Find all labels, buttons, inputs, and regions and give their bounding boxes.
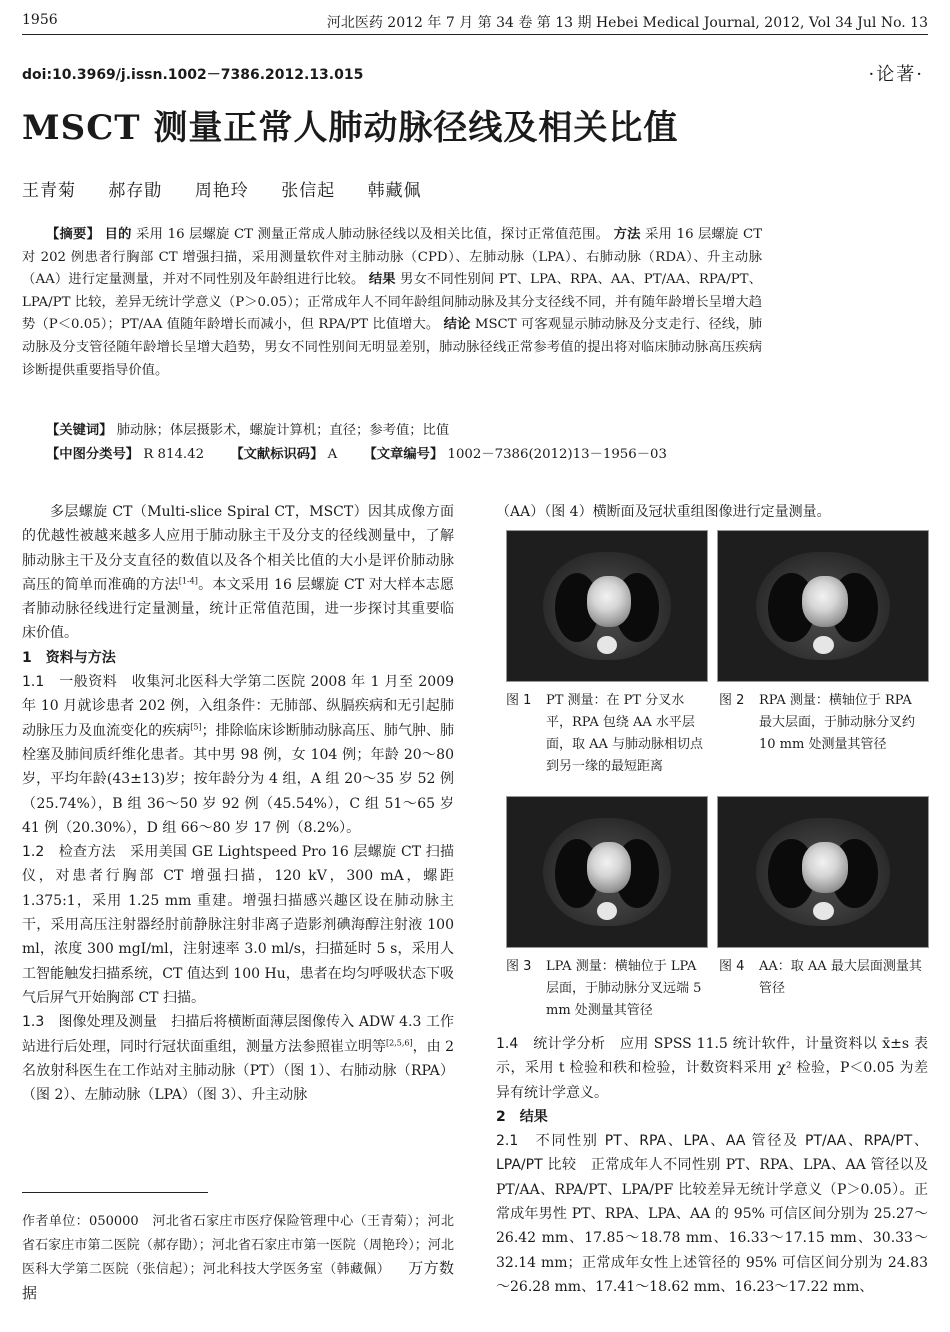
- clc-tag: 【中图分类号】: [46, 447, 140, 462]
- abstract: [22, 224, 762, 382]
- section-text: 扫描后将横断面薄层图像传入 ADW 4.3 工作站进行后处理，同时行冠状面重组，测量方法参照崔立明等: [22, 1014, 455, 1055]
- doc-code-value: A: [327, 447, 338, 462]
- section-text: 应用 SPSS 11.5 统计软件，计量资料以 x̄±s 表示，采用 t 检验和秩和检验，计数资料采用 χ² 检验，P＜0.05 为差异有统计学意义。: [496, 1036, 928, 1101]
- figure-2-caption: [719, 690, 927, 760]
- clc-value: R 814.42: [143, 447, 205, 462]
- section-1-2: [22, 840, 454, 1010]
- keywords: [46, 419, 786, 438]
- author-list: [22, 176, 448, 201]
- citation: [5]: [190, 722, 202, 732]
- footnote-rule: [22, 1192, 208, 1193]
- subsection-heading: 1.2 检查方法: [22, 844, 116, 861]
- subsection-heading: 2.1 不同性别 PT、RPA、LPA、AA 管径及 PT/AA、RPA/PT、LPA/PT 比较: [496, 1133, 928, 1174]
- author: 周艳玲: [194, 181, 249, 201]
- methods-text: 采用 16 层螺旋 CT 对 202 例患者行胸部 CT 增强扫描，采用测量软件对主肺动脉（CPD）、左肺动脉（LPA）、右肺动脉（RDA）、升主动脉（AA）进行定量测量，并对不同性别及年龄组进行比较。: [22, 227, 763, 288]
- section-1-3: [22, 1010, 454, 1107]
- classification-line: [46, 443, 786, 462]
- citation: [2,5,6]: [386, 1037, 413, 1047]
- article-number-value: 1002－7386(2012)13－1956－03: [447, 447, 667, 462]
- article-title: MSCT 测量正常人肺动脉径线及相关比值: [22, 108, 679, 148]
- watermark-text: 万方数据: [22, 1259, 454, 1302]
- subsection-heading: 1.4 统计学分析: [496, 1036, 606, 1052]
- figure-4-caption: [719, 956, 927, 1006]
- continued-text: （AA）（图 4）横断面及冠状重组图像进行定量测量。: [496, 504, 831, 520]
- ct-image-figure-3: [506, 796, 708, 948]
- keywords-tag: 【关键词】: [46, 423, 113, 438]
- section-text: 采用美国 GE Lightspeed Pro 16 层螺旋 CT 扫描仪，对患者行胸部 CT 增强扫描，120 kV，300 mA，螺距 1.375:1，采用 1.25 mm 重建。增强扫描感兴趣区设在肺动脉主干，采用高压注射器经肘前静脉注射非离子造影剂碘海醇注射液 100 ml，浓度 300 mgI/ml，注射速率 3.0 ml/s，扫描延时 5 s，采用人工智能触发扫描系统，CT 值达到 100 Hu，患者在均匀呼吸状态下吸气后屏气开始胸部 CT 扫描。: [22, 844, 454, 1006]
- section-text: 收集河北医科大学第二医院 2008 年 1 月至 2009 年 10 月就诊患者 202 例，入组条件：无肺部、纵膈疾病和无引起肺动脉压力及血流变化的疾病: [22, 674, 455, 739]
- section-text: ；排除临床诊断肺动脉高压、肺气肿、肺栓塞及肺间质纤维化患者。其中男 98 例，女 104 例；年龄 20～80 岁，平均年龄(43±13)岁；按年龄分为 4 组，A 组 20～35 岁 52 例（25.74%），B 组 36～50 岁 92 例（45.54%），C 组 51～65 岁 41 例（20.30%），D 组 66～80 岁 17 例（8.2%）。: [22, 722, 455, 836]
- ct-image-figure-4: [717, 796, 929, 948]
- section-1-1: [22, 670, 454, 840]
- citation: [1-4]: [178, 576, 198, 586]
- results-tag: 结果: [368, 272, 396, 288]
- author: 张信起: [281, 181, 336, 201]
- doc-code-tag: 【文献标识码】: [230, 447, 324, 462]
- subsection-heading: 1.1 一般资料: [22, 674, 118, 691]
- author: 郝存勖: [108, 181, 163, 201]
- results-text: 男女不同性别间 PT、LPA、RPA、AA、PT/AA、RPA/PT、LPA/PT 比较，差异无统计学意义（P＞0.05）；正常成年人不同年龄组间肺动脉及其分支径线不同，并有随年龄增长呈增大趋势（P＜0.05）；PT/AA 值随年龄增长而减小，但 RPA/PT 比值增大。: [22, 272, 762, 333]
- author: 韩藏佩: [367, 181, 422, 201]
- abstract-tag: 【摘要】: [46, 227, 101, 242]
- article-number-tag: 【文章编号】: [363, 447, 444, 462]
- section-2-1: [496, 1129, 928, 1299]
- figure-label: 图 3: [506, 959, 532, 974]
- column-tag: ·论著·: [868, 64, 924, 85]
- intro-text-end: 。本文采用 16 层螺旋 CT 对大样本志愿者肺动脉径线进行定量测量，统计正常值范围，进一步探讨其重要临床价值。: [22, 576, 454, 642]
- section-text: ，由 2 名放射科医生在工作站对主肺动脉（PT）（图 1）、右肺动脉（RPA）（图 2）、左肺动脉（LPA）（图 3）、升主动脉: [22, 1038, 455, 1104]
- author: 王青菊: [22, 181, 76, 201]
- author-affiliation-footnote: [22, 1210, 454, 1306]
- figure-label: 图 2: [719, 693, 745, 708]
- figure-1-caption: [506, 690, 711, 782]
- right-column-top: [496, 500, 928, 524]
- ct-image-figure-2: [717, 530, 929, 682]
- section-heading: 1 资料与方法: [22, 649, 116, 666]
- keywords-text: 肺动脉；体层摄影术，螺旋计算机；直径；参考值；比值: [116, 423, 450, 438]
- subsection-heading: 1.3 图像处理及测量: [22, 1014, 158, 1031]
- intro-text: 多层螺旋 CT（Multi-slice Spiral CT，MSCT）因其成像方面的优越性被越来越多人应用于肺动脉主干及分支的径线测量中，了解肺动脉主干及分支直径的数值以及各个相关比值的大小是评价肺动脉高压的简单而准确的方法: [22, 504, 454, 593]
- methods-tag: 方法: [613, 227, 641, 242]
- figure-caption-text: LPA 测量：横轴位于 LPA 层面，于肺动脉分叉远端 5 mm 处测量其管径: [546, 959, 702, 1018]
- doi: doi:10.3969/j.issn.1002－7386.2012.13.015: [22, 67, 364, 83]
- figure-caption-text: PT 测量：在 PT 分叉水平，RPA 包绕 AA 水平层面，取 AA 与肺动脉相切点到另一缘的最短距离: [546, 693, 704, 774]
- affiliation-text: 作者单位：050000 河北省石家庄市医疗保险管理中心（王青菊）；河北省石家庄市第二医院（郝存勖）；河北省石家庄市第一医院（周艳玲）；河北医科大学第二医院（张信起）；河北科技大学医务室（韩藏佩）: [22, 1214, 454, 1277]
- figure-label: 图 4: [719, 959, 745, 974]
- running-header: [22, 12, 928, 36]
- figure-caption-text: RPA 测量：横轴位于 RPA 最大层面，于肺动脉分叉约 10 mm 处测量其管径: [759, 693, 916, 752]
- header-rule: [22, 34, 928, 35]
- objective-tag: 目的: [104, 227, 132, 242]
- conclusion-tag: 结论: [443, 317, 471, 333]
- left-column: [22, 500, 454, 1107]
- ct-image-figure-1: [506, 530, 708, 682]
- objective-text: 采用 16 层螺旋 CT 测量正常成人肺动脉径线以及相关比值，探讨正常值范围。: [136, 227, 610, 242]
- journal-citation: 河北医药 2012 年 7 月 第 34 卷 第 13 期 Hebei Medical Journal, 2012, Vol 34 Jul No. 13: [326, 15, 928, 31]
- page-number: 1956: [22, 12, 58, 28]
- intro-paragraph: [22, 500, 454, 646]
- section-heading: 2 结果: [496, 1108, 548, 1125]
- figure-3-caption: [506, 956, 711, 1026]
- figure-caption-text: AA：取 AA 最大层面测量其管径: [759, 959, 922, 996]
- conclusion-text: MSCT 可客观显示肺动脉及分支走行、径线，肺动脉及分支管径随年龄增长呈增大趋势，男女不同性别间无明显差别，肺动脉径线正常参考值的提出将对临床肺动脉高压疾病诊断提供重要指导价值。: [22, 317, 763, 378]
- figure-label: 图 1: [506, 693, 532, 708]
- right-column-lower: [496, 1032, 928, 1299]
- section-1-4: [496, 1032, 928, 1105]
- section-text: 正常成年人不同性别 PT、RPA、LPA、AA 管径以及 PT/AA、RPA/PT、LPA/PF 比较差异无统计学意义（P＞0.05）。正常成年男性 PT、RPA、LPA、AA 的 95% 可信区间分别为 25.27～26.42 mm、17.85～18.78 mm、16.33～17.15 mm、30.33～32.14 mm；正常成年女性上述管径的 95% 可信区间分别为 24.83～26.28 mm、17.41～18.62 mm、16.23～17.22 mm、: [496, 1157, 928, 1295]
